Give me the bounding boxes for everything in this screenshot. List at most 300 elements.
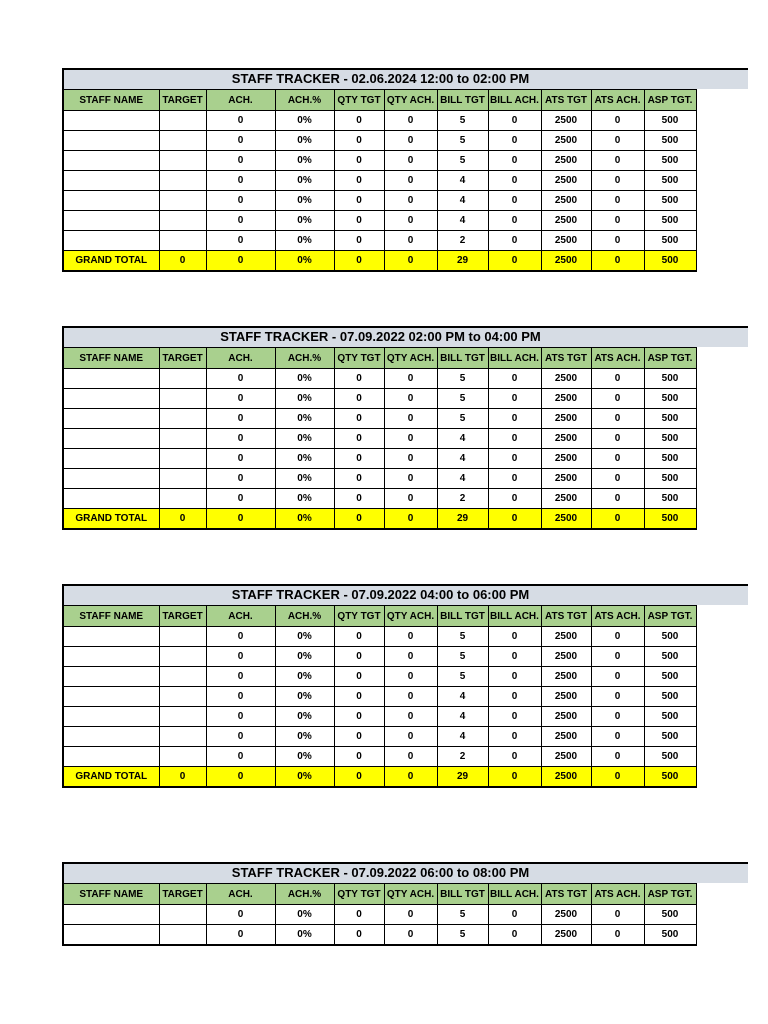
cell-asp-tgt: 500 <box>644 489 696 509</box>
table-row <box>63 647 696 667</box>
cell-qty-tgt: 0 <box>334 211 384 231</box>
tracker-title: STAFF TRACKER - 07.09.2022 04:00 to 06:00 PM <box>231 587 530 602</box>
cell-qty-ach: 0 <box>384 627 437 647</box>
column-header-target: TARGET <box>159 606 206 627</box>
cell-target[interactable] <box>159 469 206 489</box>
cell-bill-ach: 0 <box>488 489 541 509</box>
cell-staff-name[interactable] <box>63 231 159 251</box>
cell-ach-pct: 0% <box>275 687 334 707</box>
column-header-ats-tgt: ATS TGT <box>541 90 591 111</box>
cell-staff-name[interactable] <box>63 111 159 131</box>
header-row <box>63 90 696 111</box>
cell-target[interactable] <box>159 191 206 211</box>
cell-qty-tgt: 0 <box>334 707 384 727</box>
cell-target[interactable] <box>159 429 206 449</box>
table-row <box>63 409 696 429</box>
cell-qty-tgt: 0 <box>334 111 384 131</box>
cell-ats-tgt: 2500 <box>541 687 591 707</box>
cell-target[interactable] <box>159 905 206 925</box>
column-header-ats-tgt: ATS TGT <box>541 348 591 369</box>
total-target: 0 <box>159 509 206 530</box>
cell-ats-tgt: 2500 <box>541 111 591 131</box>
cell-asp-tgt: 500 <box>644 211 696 231</box>
cell-ach-pct: 0% <box>275 469 334 489</box>
cell-target[interactable] <box>159 111 206 131</box>
cell-ach: 0 <box>206 111 275 131</box>
column-header-ats-ach: ATS ACH. <box>591 606 644 627</box>
total-qty-tgt: 0 <box>334 767 384 788</box>
cell-bill-tgt: 4 <box>437 171 488 191</box>
cell-ats-ach: 0 <box>591 925 644 946</box>
cell-staff-name[interactable] <box>63 667 159 687</box>
column-header-qty-tgt: QTY TGT <box>334 348 384 369</box>
cell-asp-tgt: 500 <box>644 111 696 131</box>
cell-asp-tgt: 500 <box>644 687 696 707</box>
column-header-ach: ACH. <box>206 884 275 905</box>
cell-asp-tgt: 500 <box>644 191 696 211</box>
cell-bill-tgt: 5 <box>437 151 488 171</box>
table-row <box>63 489 696 509</box>
cell-ats-ach: 0 <box>591 389 644 409</box>
cell-ach-pct: 0% <box>275 489 334 509</box>
cell-target[interactable] <box>159 171 206 191</box>
column-header-bill-ach: BILL ACH. <box>488 90 541 111</box>
tracker-title: STAFF TRACKER - 07.09.2022 02:00 PM to 04:00 PM <box>220 329 541 344</box>
cell-staff-name[interactable] <box>63 369 159 389</box>
cell-bill-ach: 0 <box>488 191 541 211</box>
cell-ach: 0 <box>206 131 275 151</box>
cell-staff-name[interactable] <box>63 191 159 211</box>
cell-bill-tgt: 4 <box>437 429 488 449</box>
column-header-target: TARGET <box>159 348 206 369</box>
cell-bill-ach: 0 <box>488 667 541 687</box>
cell-ats-ach: 0 <box>591 369 644 389</box>
cell-staff-name[interactable] <box>63 131 159 151</box>
cell-ats-ach: 0 <box>591 231 644 251</box>
column-header-bill-tgt: BILL TGT <box>437 90 488 111</box>
cell-target[interactable] <box>159 449 206 469</box>
cell-target[interactable] <box>159 131 206 151</box>
cell-bill-ach: 0 <box>488 469 541 489</box>
cell-qty-ach: 0 <box>384 489 437 509</box>
cell-asp-tgt: 500 <box>644 151 696 171</box>
cell-ach: 0 <box>206 469 275 489</box>
cell-asp-tgt: 500 <box>644 627 696 647</box>
cell-ach-pct: 0% <box>275 171 334 191</box>
cell-qty-ach: 0 <box>384 389 437 409</box>
cell-bill-ach: 0 <box>488 111 541 131</box>
cell-ach: 0 <box>206 747 275 767</box>
cell-ach: 0 <box>206 489 275 509</box>
cell-qty-tgt: 0 <box>334 687 384 707</box>
cell-ats-ach: 0 <box>591 489 644 509</box>
cell-ach: 0 <box>206 627 275 647</box>
cell-staff-name[interactable] <box>63 429 159 449</box>
total-bill-ach: 0 <box>488 509 541 530</box>
cell-asp-tgt: 500 <box>644 707 696 727</box>
cell-ach: 0 <box>206 727 275 747</box>
column-header-target: TARGET <box>159 90 206 111</box>
cell-bill-tgt: 5 <box>437 111 488 131</box>
total-asp-tgt: 500 <box>644 509 696 530</box>
cell-staff-name[interactable] <box>63 171 159 191</box>
total-qty-ach: 0 <box>384 251 437 272</box>
cell-ach-pct: 0% <box>275 111 334 131</box>
cell-bill-ach: 0 <box>488 905 541 925</box>
column-header-qty-ach: QTY ACH. <box>384 606 437 627</box>
column-header-asp-tgt: ASP TGT. <box>644 606 696 627</box>
table-row <box>63 727 696 747</box>
cell-staff-name[interactable] <box>63 727 159 747</box>
cell-ats-tgt: 2500 <box>541 925 591 946</box>
cell-asp-tgt: 500 <box>644 925 696 946</box>
cell-target[interactable] <box>159 489 206 509</box>
column-header-qty-tgt: QTY TGT <box>334 90 384 111</box>
cell-ach: 0 <box>206 667 275 687</box>
cell-asp-tgt: 500 <box>644 647 696 667</box>
staff-tracker-2 <box>62 326 748 530</box>
tracker-title-bar <box>62 326 748 347</box>
cell-ats-tgt: 2500 <box>541 667 591 687</box>
cell-ach: 0 <box>206 687 275 707</box>
cell-ach-pct: 0% <box>275 925 334 946</box>
cell-bill-ach: 0 <box>488 429 541 449</box>
cell-ats-ach: 0 <box>591 131 644 151</box>
column-header-qty-tgt: QTY TGT <box>334 884 384 905</box>
staff-tracker-3 <box>62 584 748 788</box>
total-ats-ach: 0 <box>591 509 644 530</box>
cell-ats-ach: 0 <box>591 449 644 469</box>
cell-target[interactable] <box>159 925 206 946</box>
cell-ach: 0 <box>206 231 275 251</box>
cell-qty-tgt: 0 <box>334 925 384 946</box>
column-header-qty-tgt: QTY TGT <box>334 606 384 627</box>
total-ats-tgt: 2500 <box>541 509 591 530</box>
column-header-ach: ACH. <box>206 348 275 369</box>
cell-staff-name[interactable] <box>63 489 159 509</box>
cell-bill-tgt: 5 <box>437 409 488 429</box>
cell-target[interactable] <box>159 707 206 727</box>
cell-ach-pct: 0% <box>275 449 334 469</box>
cell-ach: 0 <box>206 151 275 171</box>
cell-qty-tgt: 0 <box>334 231 384 251</box>
total-bill-tgt: 29 <box>437 509 488 530</box>
cell-staff-name[interactable] <box>63 389 159 409</box>
cell-ach-pct: 0% <box>275 727 334 747</box>
cell-bill-tgt: 5 <box>437 647 488 667</box>
column-header-bill-tgt: BILL TGT <box>437 606 488 627</box>
cell-bill-tgt: 4 <box>437 727 488 747</box>
cell-target[interactable] <box>159 409 206 429</box>
cell-bill-ach: 0 <box>488 131 541 151</box>
cell-asp-tgt: 500 <box>644 131 696 151</box>
cell-staff-name[interactable] <box>63 151 159 171</box>
cell-qty-ach: 0 <box>384 449 437 469</box>
cell-ats-tgt: 2500 <box>541 707 591 727</box>
cell-qty-tgt: 0 <box>334 131 384 151</box>
cell-ats-ach: 0 <box>591 409 644 429</box>
cell-ats-tgt: 2500 <box>541 429 591 449</box>
cell-bill-ach: 0 <box>488 707 541 727</box>
cell-staff-name[interactable] <box>63 449 159 469</box>
cell-asp-tgt: 500 <box>644 389 696 409</box>
table-row <box>63 151 696 171</box>
cell-qty-ach: 0 <box>384 905 437 925</box>
tracker-title: STAFF TRACKER - 07.09.2022 06:00 to 08:00 PM <box>231 865 530 880</box>
cell-ach-pct: 0% <box>275 369 334 389</box>
column-header-ats-tgt: ATS TGT <box>541 606 591 627</box>
cell-qty-tgt: 0 <box>334 171 384 191</box>
cell-bill-tgt: 4 <box>437 687 488 707</box>
cell-asp-tgt: 500 <box>644 369 696 389</box>
cell-asp-tgt: 500 <box>644 667 696 687</box>
cell-staff-name[interactable] <box>63 925 159 946</box>
cell-staff-name[interactable] <box>63 409 159 429</box>
cell-qty-ach: 0 <box>384 211 437 231</box>
cell-ach: 0 <box>206 409 275 429</box>
cell-asp-tgt: 500 <box>644 409 696 429</box>
cell-bill-tgt: 4 <box>437 469 488 489</box>
cell-staff-name[interactable] <box>63 747 159 767</box>
total-ats-tgt: 2500 <box>541 767 591 788</box>
column-header-target: TARGET <box>159 884 206 905</box>
cell-ats-ach: 0 <box>591 707 644 727</box>
cell-ach-pct: 0% <box>275 647 334 667</box>
cell-asp-tgt: 500 <box>644 469 696 489</box>
grand-total-row <box>63 509 696 530</box>
table-row <box>63 171 696 191</box>
cell-target[interactable] <box>159 389 206 409</box>
total-bill-ach: 0 <box>488 251 541 272</box>
cell-qty-ach: 0 <box>384 369 437 389</box>
cell-target[interactable] <box>159 647 206 667</box>
cell-qty-ach: 0 <box>384 429 437 449</box>
header-row <box>63 606 696 627</box>
cell-ats-ach: 0 <box>591 211 644 231</box>
total-ach: 0 <box>206 251 275 272</box>
cell-target[interactable] <box>159 727 206 747</box>
cell-target[interactable] <box>159 747 206 767</box>
cell-ats-ach: 0 <box>591 727 644 747</box>
column-header-ats-ach: ATS ACH. <box>591 884 644 905</box>
cell-bill-tgt: 5 <box>437 925 488 946</box>
cell-ach-pct: 0% <box>275 667 334 687</box>
cell-target[interactable] <box>159 151 206 171</box>
cell-bill-ach: 0 <box>488 171 541 191</box>
cell-ach-pct: 0% <box>275 905 334 925</box>
column-header-ach-pct: ACH.% <box>275 606 334 627</box>
cell-ats-ach: 0 <box>591 747 644 767</box>
column-header-ats-ach: ATS ACH. <box>591 348 644 369</box>
cell-asp-tgt: 500 <box>644 449 696 469</box>
cell-qty-ach: 0 <box>384 707 437 727</box>
cell-qty-ach: 0 <box>384 925 437 946</box>
cell-staff-name[interactable] <box>63 687 159 707</box>
column-header-bill-ach: BILL ACH. <box>488 348 541 369</box>
cell-qty-tgt: 0 <box>334 191 384 211</box>
cell-bill-ach: 0 <box>488 409 541 429</box>
cell-qty-tgt: 0 <box>334 369 384 389</box>
total-qty-ach: 0 <box>384 767 437 788</box>
total-ach-pct: 0% <box>275 767 334 788</box>
total-qty-tgt: 0 <box>334 509 384 530</box>
column-header-bill-tgt: BILL TGT <box>437 348 488 369</box>
grand-total-row <box>63 251 696 272</box>
cell-qty-ach: 0 <box>384 231 437 251</box>
cell-ach-pct: 0% <box>275 747 334 767</box>
tracker-table <box>62 883 697 946</box>
table-row <box>63 747 696 767</box>
total-asp-tgt: 500 <box>644 251 696 272</box>
header-row <box>63 348 696 369</box>
cell-bill-tgt: 5 <box>437 389 488 409</box>
cell-ats-tgt: 2500 <box>541 191 591 211</box>
cell-bill-tgt: 5 <box>437 905 488 925</box>
cell-ach: 0 <box>206 171 275 191</box>
cell-ats-tgt: 2500 <box>541 747 591 767</box>
cell-staff-name[interactable] <box>63 469 159 489</box>
cell-bill-tgt: 5 <box>437 667 488 687</box>
cell-ats-tgt: 2500 <box>541 131 591 151</box>
column-header-bill-ach: BILL ACH. <box>488 606 541 627</box>
table-row <box>63 131 696 151</box>
cell-bill-tgt: 4 <box>437 211 488 231</box>
column-header-ach: ACH. <box>206 606 275 627</box>
cell-qty-ach: 0 <box>384 151 437 171</box>
cell-bill-tgt: 5 <box>437 627 488 647</box>
cell-ats-ach: 0 <box>591 111 644 131</box>
cell-target[interactable] <box>159 369 206 389</box>
cell-asp-tgt: 500 <box>644 429 696 449</box>
cell-qty-tgt: 0 <box>334 647 384 667</box>
table-row <box>63 389 696 409</box>
cell-ach-pct: 0% <box>275 131 334 151</box>
table-row <box>63 469 696 489</box>
column-header-staff-name: STAFF NAME <box>63 90 159 111</box>
cell-ats-tgt: 2500 <box>541 647 591 667</box>
cell-ats-tgt: 2500 <box>541 627 591 647</box>
cell-bill-tgt: 4 <box>437 191 488 211</box>
cell-ats-tgt: 2500 <box>541 389 591 409</box>
cell-target[interactable] <box>159 211 206 231</box>
column-header-ach-pct: ACH.% <box>275 348 334 369</box>
cell-staff-name[interactable] <box>63 627 159 647</box>
column-header-asp-tgt: ASP TGT. <box>644 348 696 369</box>
cell-target[interactable] <box>159 687 206 707</box>
cell-bill-tgt: 2 <box>437 231 488 251</box>
cell-ach: 0 <box>206 905 275 925</box>
cell-ats-tgt: 2500 <box>541 231 591 251</box>
total-qty-ach: 0 <box>384 509 437 530</box>
cell-ats-tgt: 2500 <box>541 211 591 231</box>
cell-qty-tgt: 0 <box>334 409 384 429</box>
column-header-qty-ach: QTY ACH. <box>384 348 437 369</box>
cell-ach: 0 <box>206 429 275 449</box>
cell-staff-name[interactable] <box>63 647 159 667</box>
table-row <box>63 191 696 211</box>
total-ats-ach: 0 <box>591 767 644 788</box>
cell-qty-tgt: 0 <box>334 667 384 687</box>
cell-qty-ach: 0 <box>384 727 437 747</box>
column-header-ach: ACH. <box>206 90 275 111</box>
total-qty-tgt: 0 <box>334 251 384 272</box>
cell-bill-ach: 0 <box>488 687 541 707</box>
total-ats-ach: 0 <box>591 251 644 272</box>
cell-staff-name[interactable] <box>63 707 159 727</box>
table-row <box>63 905 696 925</box>
cell-bill-tgt: 2 <box>437 489 488 509</box>
cell-qty-tgt: 0 <box>334 489 384 509</box>
grand-total-label: GRAND TOTAL <box>63 767 159 788</box>
cell-qty-tgt: 0 <box>334 747 384 767</box>
cell-target[interactable] <box>159 667 206 687</box>
total-target: 0 <box>159 767 206 788</box>
column-header-ats-ach: ATS ACH. <box>591 90 644 111</box>
cell-ats-ach: 0 <box>591 469 644 489</box>
cell-ach: 0 <box>206 449 275 469</box>
cell-qty-tgt: 0 <box>334 429 384 449</box>
cell-staff-name[interactable] <box>63 211 159 231</box>
cell-ats-tgt: 2500 <box>541 727 591 747</box>
cell-bill-ach: 0 <box>488 389 541 409</box>
cell-ats-ach: 0 <box>591 191 644 211</box>
cell-ach-pct: 0% <box>275 211 334 231</box>
column-header-ach-pct: ACH.% <box>275 884 334 905</box>
cell-ats-tgt: 2500 <box>541 369 591 389</box>
column-header-ach-pct: ACH.% <box>275 90 334 111</box>
cell-qty-tgt: 0 <box>334 389 384 409</box>
column-header-ats-tgt: ATS TGT <box>541 884 591 905</box>
cell-bill-tgt: 5 <box>437 369 488 389</box>
cell-qty-ach: 0 <box>384 687 437 707</box>
cell-staff-name[interactable] <box>63 905 159 925</box>
tracker-table <box>62 89 697 272</box>
cell-bill-ach: 0 <box>488 449 541 469</box>
column-header-qty-ach: QTY ACH. <box>384 884 437 905</box>
cell-ats-ach: 0 <box>591 647 644 667</box>
cell-asp-tgt: 500 <box>644 747 696 767</box>
cell-ats-ach: 0 <box>591 627 644 647</box>
cell-ach: 0 <box>206 925 275 946</box>
cell-ach-pct: 0% <box>275 707 334 727</box>
cell-ach: 0 <box>206 191 275 211</box>
cell-qty-tgt: 0 <box>334 151 384 171</box>
tracker-title-bar <box>62 68 748 89</box>
cell-ats-ach: 0 <box>591 905 644 925</box>
cell-asp-tgt: 500 <box>644 727 696 747</box>
cell-ats-tgt: 2500 <box>541 489 591 509</box>
header-row <box>63 884 696 905</box>
cell-bill-ach: 0 <box>488 647 541 667</box>
cell-ach-pct: 0% <box>275 627 334 647</box>
grand-total-label: GRAND TOTAL <box>63 509 159 530</box>
cell-bill-tgt: 2 <box>437 747 488 767</box>
cell-ach: 0 <box>206 369 275 389</box>
cell-ats-ach: 0 <box>591 667 644 687</box>
cell-qty-ach: 0 <box>384 409 437 429</box>
staff-tracker-4 <box>62 862 748 946</box>
cell-target[interactable] <box>159 627 206 647</box>
cell-ach: 0 <box>206 707 275 727</box>
table-row <box>63 369 696 389</box>
column-header-qty-ach: QTY ACH. <box>384 90 437 111</box>
table-row <box>63 925 696 946</box>
table-row <box>63 687 696 707</box>
cell-target[interactable] <box>159 231 206 251</box>
cell-ats-tgt: 2500 <box>541 905 591 925</box>
total-ach: 0 <box>206 767 275 788</box>
total-bill-tgt: 29 <box>437 251 488 272</box>
